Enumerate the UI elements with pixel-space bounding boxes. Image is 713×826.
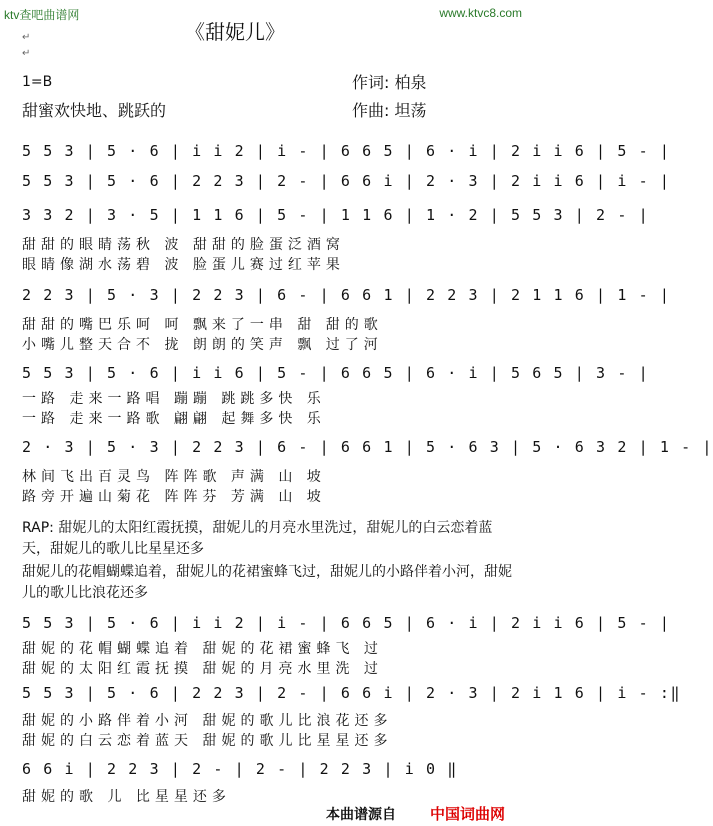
edit-mark: ↵ [22, 48, 31, 59]
notation-line: 5 5 3 | 5 · 6 | i i 2 | i - | 6 6 5 | 6 · i | 2 i i 6 | 5 - | [22, 614, 671, 632]
lyric-line: 一路 走来一路唱 蹦蹦 跳跳多快 乐 [22, 391, 326, 407]
composer: 作曲: 坦荡 [352, 101, 427, 120]
notation-line: 5 5 3 | 5 · 6 | i i 6 | 5 - | 6 6 5 | 6 · i | 5 6 5 | 3 - | [22, 364, 650, 382]
lyric-line: 小嘴儿整天合不 拢 朗朗的笑声 飘 过了河 [22, 337, 383, 353]
lyric-line: 路旁开遍山菊花 阵阵芬 芳满 山 坡 [22, 489, 326, 505]
source-site-link[interactable]: 中国词曲网 [430, 805, 506, 823]
lyric-line: 甜妮的歌 儿 比星星还多 [22, 789, 231, 805]
edit-mark: ↵ [22, 32, 31, 43]
notation-line: 3 3 2 | 3 · 5 | 1 1 6 | 5 - | 1 1 6 | 1 · 2 | 5 5 3 | 2 - | [22, 206, 650, 224]
key-signature: 1=B [22, 74, 53, 90]
tempo-marking: 甜蜜欢快地、跳跃的 [22, 101, 167, 120]
rap-paragraph: 甜妮儿的花帽蝴蝶追着，甜妮儿的花裙蜜蜂飞过，甜妮儿的小路伴着小河，甜妮儿的歌儿比浪花还多 [22, 564, 512, 601]
lyric-line: 甜妮的太阳红霞抚摸 甜妮的月亮水里洗 过 [22, 661, 383, 677]
source-label: 本曲谱源自 [326, 807, 396, 823]
lyric-line: 甜妮的小路伴着小河 甜妮的歌儿比浪花还多 [22, 713, 393, 729]
site-name-left[interactable]: ktv查吧曲谱网 [4, 8, 80, 22]
lyric-line: 一路 走来一路歌 翩翩 起舞多快 乐 [22, 411, 326, 427]
lyric-line: 甜甜的眼睛荡秋 波 甜甜的脸蛋泛酒窝 [22, 237, 345, 253]
lyricist: 作词: 柏泉 [352, 73, 427, 92]
site-url-right[interactable]: www.ktvc8.com [439, 6, 522, 20]
rap-paragraph: RAP: 甜妮儿的太阳红霞抚摸，甜妮儿的月亮水里洗过，甜妮儿的白云恋着蓝天，甜妮儿的歌儿比星星还多 [22, 520, 493, 557]
notation-line: 5 5 3 | 5 · 6 | 2 2 3 | 2 - | 6 6 i | 2 · 3 | 2 i 1 6 | i - :‖ [22, 684, 682, 702]
lyric-line: 甜妮的花帽蝴蝶追着 甜妮的花裙蜜蜂飞 过 [22, 641, 383, 657]
notation-line: 2 2 3 | 5 · 3 | 2 2 3 | 6 - | 6 6 1 | 2 2 3 | 2 1 1 6 | 1 - | [22, 286, 671, 304]
lyric-line: 眼睛像湖水荡碧 波 脸蛋儿赛过红苹果 [22, 257, 345, 273]
lyric-line: 甜甜的嘴巴乐呵 呵 飘来了一串 甜 甜的歌 [22, 317, 383, 333]
intro-line-2: 5 5 3 | 5 · 6 | 2 2 3 | 2 - | 6 6 i | 2 · 3 | 2 i i 6 | i - | [22, 172, 671, 190]
notation-line: 6 6 i | 2 2 3 | 2 - | 2 - | 2 2 3 | i 0 ‖ [22, 760, 458, 778]
lyric-line: 林间飞出百灵鸟 阵阵歌 声满 山 坡 [22, 469, 326, 485]
notation-line: 2 · 3 | 5 · 3 | 2 2 3 | 6 - | 6 6 1 | 5 · 6 3 | 5 · 6 3 2 | 1 - | [22, 438, 713, 456]
lyric-line: 甜妮的白云恋着蓝天 甜妮的歌儿比星星还多 [22, 733, 393, 749]
song-title: 《甜妮儿》 [185, 20, 285, 44]
intro-line-1: 5 5 3 | 5 · 6 | i i 2 | i - | 6 6 5 | 6 · i | 2 i i 6 | 5 - | [22, 142, 671, 160]
